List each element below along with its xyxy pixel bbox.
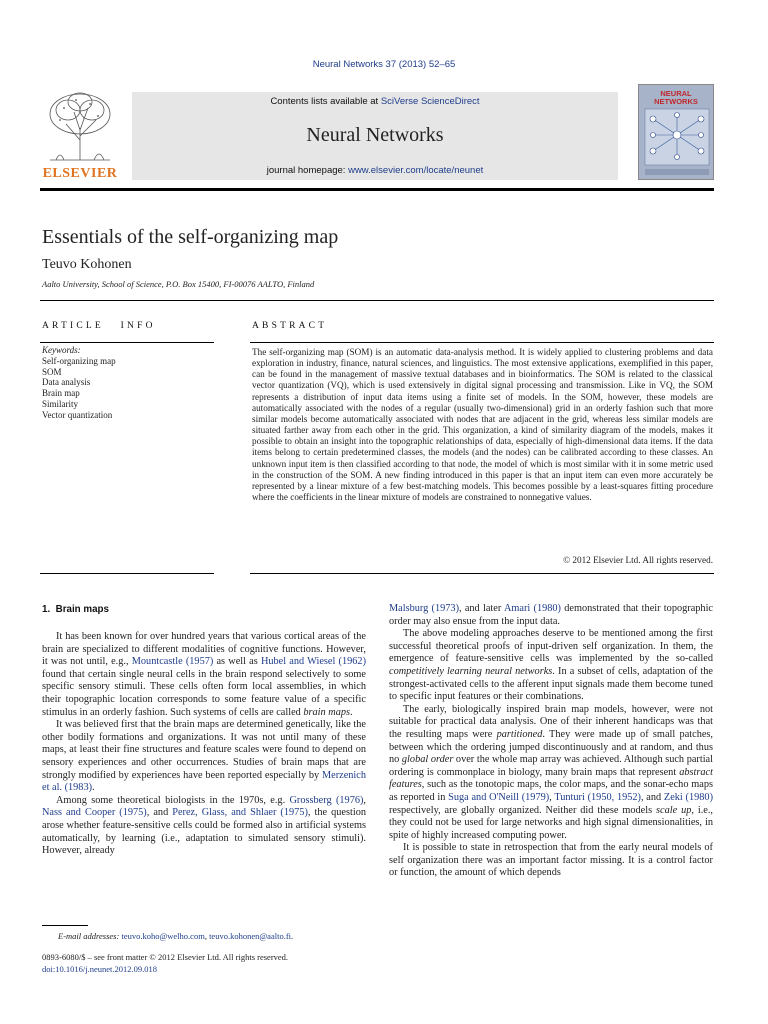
keyword-item: Vector quantization	[42, 409, 113, 420]
section-heading: 1. Brain maps	[42, 604, 109, 615]
contents-line	[132, 96, 618, 107]
reference-link[interactable]: Grossberg (1976)	[289, 794, 364, 806]
keyword-item: Similarity	[42, 398, 78, 409]
body-text: respectively, are globally organized. Neither did these models	[389, 804, 657, 816]
email-footnote	[58, 931, 293, 941]
reference-link[interactable]: Zeki (1980)	[663, 791, 713, 803]
emphasis-text: partitioned	[496, 728, 543, 740]
sciencedirect-link[interactable]: SciVerse ScienceDirect	[380, 96, 480, 107]
body-text: The above modeling approaches deserve to be mentioned among the first successful theoretical proofs of input-driven self organization. In them, the emergence of feature-sensitive cells was implemented by the so-called	[389, 628, 713, 665]
footnote-label: E-mail addresses:	[58, 931, 122, 941]
contents-prefix: Contents lists available at	[270, 96, 381, 107]
body-text: , i.e., they could not be used for large networks and high signal dimensionalities, in spite of highly increased computing power.	[389, 804, 713, 841]
article-info-bottom-rule	[40, 573, 214, 574]
reference-link[interactable]: Hubel and Wiesel (1962)	[260, 656, 366, 668]
journal-band	[132, 92, 618, 180]
emphasis-text: brain maps	[303, 706, 351, 718]
reference-link[interactable]: Malsburg (1973)	[389, 603, 459, 614]
body-text: It was believed first that the brain maps are determined genetically, like the other bodily formations and organizations. It was not until many of these maps, at least their fine structures and feature scales were found to depend on sensory experiences and other occurrences. Studies of brain maps that are strongly modified by experiences have been reported especially by	[42, 719, 366, 781]
article-info-heading: ARTICLE INFO	[42, 321, 156, 331]
cover-title-line1: NEURAL	[660, 89, 692, 98]
keyword-item: Self-organizing map	[42, 355, 116, 366]
cover-title-line2: NETWORKS	[654, 97, 698, 106]
footnote-end: .	[291, 931, 294, 941]
reference-link[interactable]: Perez, Glass, and Shlaer (1975)	[172, 807, 308, 819]
body-text: over the whole map array was achieved. Although such partial ordering is commonplace in biology, many brain maps that represent	[389, 754, 713, 778]
journal-citation[interactable]: Neural Networks 37 (2013) 52–65	[312, 59, 456, 70]
body-text: Among some theoretical biologists in the 1970s, e.g.	[56, 794, 290, 806]
author-affiliation: Aalto University, School of Science, P.O. Box 15400, FI-00076 AALTO, Finland	[42, 279, 315, 289]
body-text: .	[92, 782, 95, 794]
keywords-block	[42, 345, 116, 421]
body-text: as well as	[213, 656, 261, 668]
reference-link[interactable]: Tunturi (1950, 1952)	[554, 791, 641, 803]
body-text: It has been known for over hundred years that various cortical areas of the brain are specialized to different modalities of cognitive functions. However, it was not until, e.g.,	[42, 631, 366, 668]
body-paragraph	[42, 719, 366, 795]
emphasis-text: competitively learning neural networks	[389, 665, 553, 677]
reference-link[interactable]: Suga and O'Neill (1979)	[448, 791, 550, 803]
keyword-item: Data analysis	[42, 377, 91, 388]
body-text: It is possible to state in retrospection that from the early neural models of self organization there was an important factor missing. It is a control factor or function, the amount of which depends	[389, 842, 713, 879]
emphasis-text: scale up	[656, 804, 692, 816]
body-text: ,	[363, 794, 366, 806]
body-text: The early, biologically inspired brain map models, however, were not suitable for practical data analysis. One of their inherent handicaps was that the resulting maps were	[389, 703, 713, 740]
reference-link[interactable]: Merzenich et al. (1983)	[42, 769, 366, 794]
email-link[interactable]: teuvo.koho@welho.com	[121, 931, 205, 941]
paper-title: Essentials of the self-organizing map	[42, 226, 339, 248]
homepage-line	[132, 165, 618, 176]
journal-title: Neural Networks	[306, 124, 444, 146]
email-link[interactable]: teuvo.kohonen@aalto.fi	[209, 931, 292, 941]
body-column-right	[389, 603, 713, 880]
author-name: Teuvo Kohonen	[42, 257, 132, 272]
emphasis-text: abstract features	[389, 766, 713, 791]
keyword-item: Brain map	[42, 388, 80, 399]
cover-network-graphic	[639, 85, 714, 180]
homepage-prefix: journal homepage:	[266, 165, 349, 176]
emphasis-text: global order	[401, 754, 454, 766]
abstract-heading: ABSTRACT	[252, 321, 328, 331]
front-matter-notice: 0893-6080/$ – see front matter © 2012 Elsevier Ltd. All rights reserved.	[42, 952, 289, 962]
body-paragraph	[389, 603, 713, 628]
body-paragraph	[389, 842, 713, 880]
body-paragraph	[389, 704, 713, 843]
reference-link[interactable]: Mountcastle (1957)	[131, 656, 214, 668]
doi-link[interactable]: doi:10.1016/j.neunet.2012.09.018	[42, 964, 157, 974]
reference-link[interactable]: Nass and Cooper (1975)	[42, 807, 147, 819]
abstract-bottom-rule	[250, 573, 714, 574]
elsevier-wordmark: ELSEVIER	[42, 166, 118, 181]
keyword-item: SOM	[42, 366, 62, 377]
journal-cover-thumbnail[interactable]	[638, 84, 714, 180]
body-text: , and	[146, 807, 173, 819]
body-text: , and later	[459, 603, 504, 614]
journal-masthead	[40, 84, 714, 186]
body-paragraph	[389, 628, 713, 704]
copyright-notice: © 2012 Elsevier Ltd. All rights reserved.	[563, 555, 713, 565]
elsevier-logo[interactable]	[40, 88, 120, 180]
body-text: , the question arose whether feature-sensitive cells could be formed also in artificial systems automatically, by learning (i.e., adaptation to simulated sensory stimuli). However, already	[42, 807, 366, 857]
body-column-left	[42, 631, 366, 858]
footnote-rule	[42, 925, 88, 926]
footnote-separator: ,	[204, 931, 210, 941]
body-text: . They were made up of small patches, between which the ordering jumped discontinuously and at random, and thus no	[389, 728, 713, 766]
body-paragraph	[42, 795, 366, 858]
body-text: .	[350, 706, 353, 718]
body-text: demonstrated that their topographic order may also ensue from the input data.	[389, 603, 713, 627]
body-paragraph	[42, 631, 366, 719]
header-divider	[40, 300, 714, 301]
abstract-rule	[250, 342, 714, 343]
body-text: , such as the tonotopic maps, the color maps, and the sonar-echo maps as reported in	[389, 779, 713, 803]
body-text: ,	[549, 791, 555, 803]
elsevier-tree-icon	[46, 90, 114, 162]
abstract-text: The self-organizing map (SOM) is an automatic data-analysis method. It is widely applied to clustering problems and data exploration in industry, finance, natural sciences, and linguistics. The most extensive applications, exemplified in this paper, can be found in the management of massive textual databases and in bioinformatics. The SOM is related to the classical vector quantization (VQ), which is used extensively in digital signal processing and transmission. Like in VQ, the SOM represents a distribution of input data items using a finite set of models. In the SOM, however, these models are automatically associated with the nodes of a regular (usually two-dimensional) grid in an orderly fashion such that more similar models become automatically associated with nodes that are adjacent in the grid, whereas less similar models are situated farther away from each other in the grid. This organization, a kind of similarity diagram of the models, makes it possible to obtain an insight into the topographic relationships of data, especially of high-dimensional data items. If the data items belong to certain predetermined classes, the models (and the nodes) can be calibrated according to these classes. An unknown input item is then classified according to that node, the model of which is most similar with it in some metric used in the construction of the SOM. A new finding introduced in this paper is that an input item can even more accurately be represented by a linear mixture of a few best-matching models. This becomes possible by a least-squares fitting procedure where the coefficients in the linear mixture of models are constrained to nonnegative values.	[252, 347, 713, 503]
journal-homepage-link[interactable]: www.elsevier.com/locate/neunet	[348, 165, 484, 176]
body-text: found that certain single neural cells in the brain respond selectively to some specific sensory stimuli. These cells often form local assemblies, in which their topographic location corresponds to some feature value of a specific stimulus in an orderly fashion. Such systems of cells are called	[42, 668, 366, 718]
body-text: . In a subset of cells, adaptation of the strongest-activated cells to the afferent input signals made them become tuned to specific input features or their combinations.	[389, 665, 713, 703]
reference-link[interactable]: Amari (1980)	[503, 603, 561, 614]
body-text: , and	[640, 791, 664, 803]
article-info-rule	[40, 342, 214, 343]
masthead-rule	[40, 188, 714, 191]
keywords-label: Keywords:	[42, 345, 81, 355]
